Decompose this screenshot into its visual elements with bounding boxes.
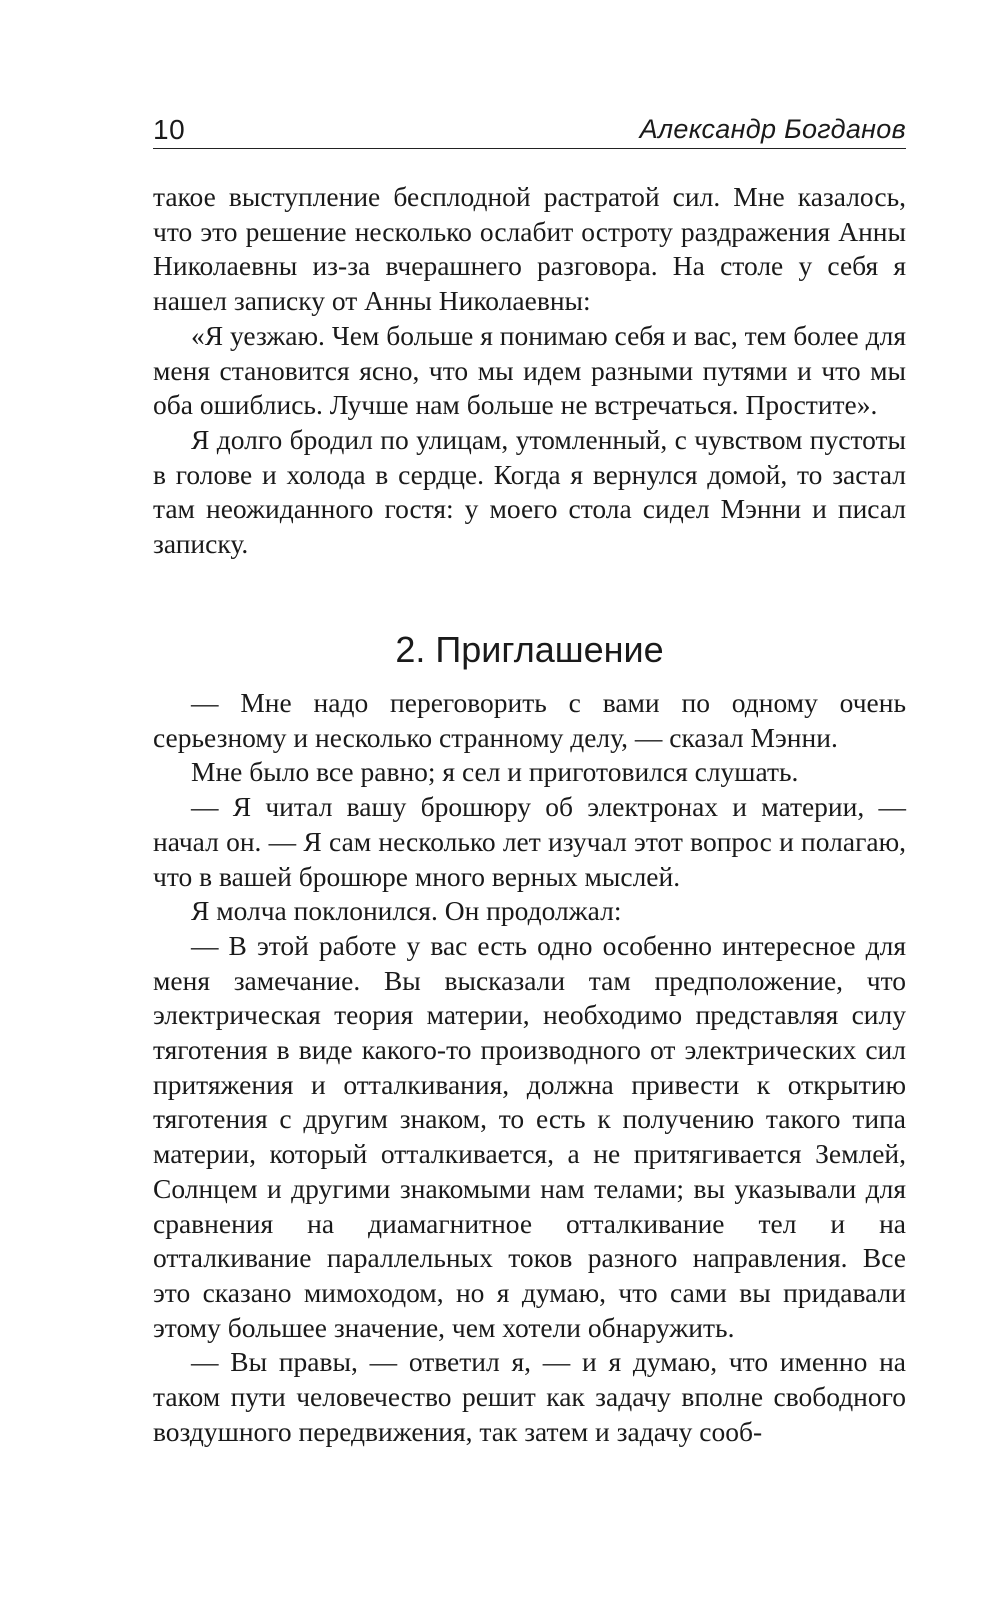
paragraph: — Я читал вашу брошюру об электронах и материи, — начал он. — Я сам несколько лет изучал этот вопрос и полагаю, что в вашей брошюре много верных мыслей.	[153, 791, 906, 892]
paragraph: Я молча поклонился. Он продолжал:	[191, 895, 622, 927]
page-header	[153, 104, 906, 149]
page-number: 10	[153, 114, 186, 145]
chapter-title: 2. Приглашение	[395, 629, 664, 670]
paragraph: Я долго бродил по улицам, утомленный, с чувством пустоты в голове и холода в сердце. Когда я вернулся домой, то застал там неожиданного гостя: у моего стола сидел Мэнни и писал записку.	[153, 423, 906, 560]
paragraph: «Я уезжаю. Чем больше я понимаю себя и вас, тем более для меня становится ясно, что мы идем разными путями и что мы оба ошиблись. Лучше нам больше не встречаться. Простите».	[153, 319, 906, 421]
paragraph: Мне было все равно; я сел и приготовился слушать.	[191, 756, 799, 788]
paragraph: — Вы правы, — ответил я, — и я думаю, что именно на таком пути человечество решит как задачу вполне свободного воздушного передвижения, так затем и задачу сооб-	[153, 1346, 906, 1447]
text-block-1	[153, 180, 906, 562]
running-title: Александр Богданов	[639, 114, 906, 144]
text-block-2	[153, 686, 906, 1449]
paragraph: — В этой работе у вас есть одно особенно интересное для меня замечание. Вы высказали там предположение, что электрическая теория материи, необходимо представляя силу тяготения в виде какого-то производного от электрических сил притяжения и отталкивания, должна привести к открытию тяготения с другим знаком, то есть к получению такого типа материи, который отталкивается, а не притягивается Землей, Солнцем и другими знакомыми нам телами; вы указывали для сравнения на диамагнитное отталкивание тел и на отталкивание параллельных токов разного направления. Все это сказано мимоходом, но я думаю, что сами вы придавали этому большее значение, чем хотели обнаружить.	[153, 929, 906, 1343]
paragraph: такое выступление бесплодной растратой сил. Мне казалось, что это решение несколько ослабит остроту раздражения Анны Николаевны из-за вчерашнего разговора. На столе у себя я нашел записку от Анны Николаевны:	[153, 181, 906, 317]
paragraph: — Мне надо переговорить с вами по одному очень серьезному и несколько странному делу, — сказал Мэнни.	[153, 687, 906, 753]
